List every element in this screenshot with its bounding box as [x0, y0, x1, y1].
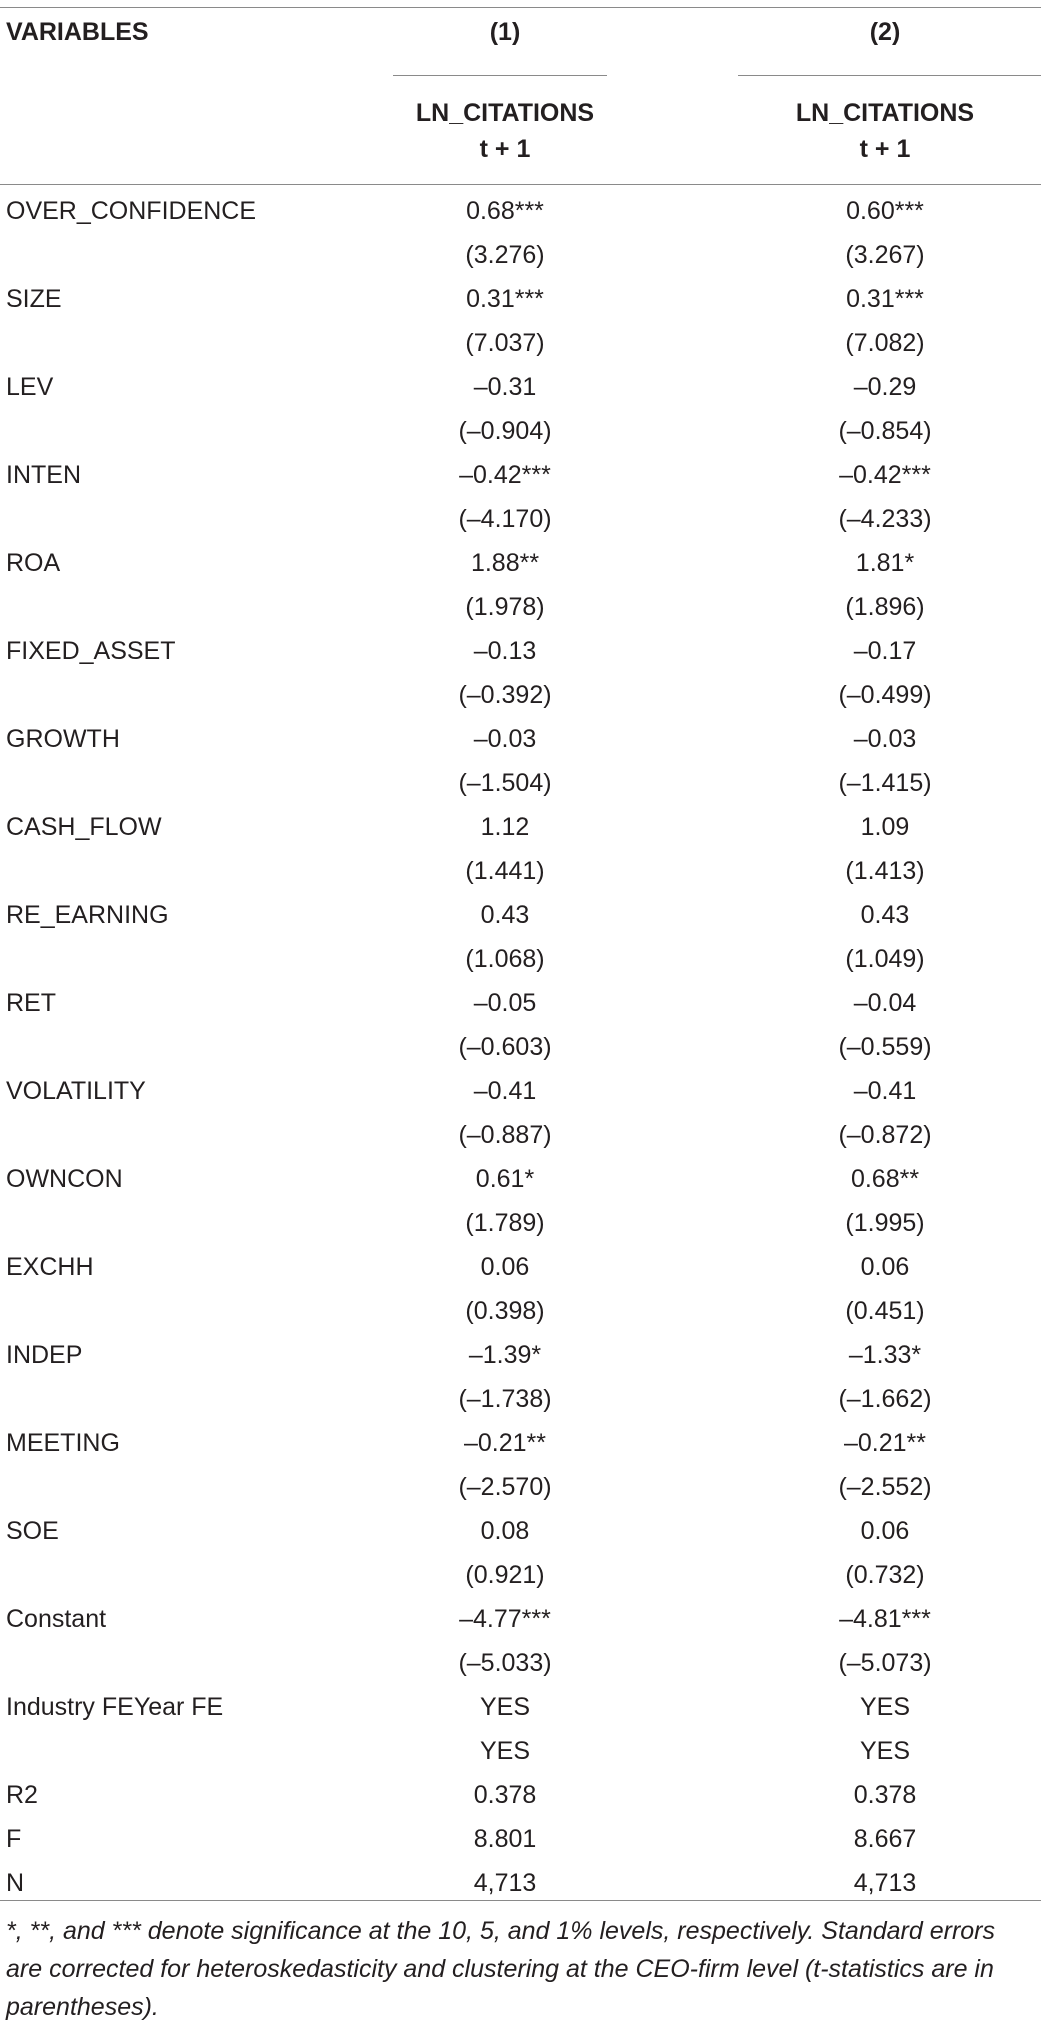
row-value-col2: (–0.872): [838, 1121, 932, 1149]
row-value-col1: 1.88**: [470, 549, 540, 577]
row-label: RE_EARNING: [6, 901, 169, 929]
row-value-col1: –1.39*: [468, 1341, 542, 1369]
row-value-col2: (0.451): [845, 1297, 925, 1325]
row-value-col1: (–0.887): [458, 1121, 552, 1149]
table-footnote: *, **, and *** denote significance at the 10, 5, and 1% levels, respectively. Standard errors are corrected for heteroskedasticity and clustering at the CEO-firm level (t-statistics are in parentheses).: [6, 1917, 996, 2021]
row-value-col2: YES: [859, 1737, 911, 1765]
col1-number-header: (1): [489, 18, 521, 46]
row-label: MEETING: [6, 1429, 120, 1457]
row-value-col1: (–0.392): [458, 681, 552, 709]
row-value-col2: 0.60***: [846, 197, 924, 225]
row-value-col2: –1.33*: [848, 1341, 922, 1369]
row-value-col1: YES: [479, 1693, 531, 1721]
row-value-col1: –0.13: [473, 637, 537, 665]
row-value-col1: –0.03: [473, 725, 537, 753]
row-value-col1: –0.21**: [463, 1429, 547, 1457]
row-value-col1: –0.41: [473, 1077, 537, 1105]
row-label: F: [6, 1825, 22, 1853]
row-value-col2: (3.267): [845, 241, 925, 269]
row-value-col2: 0.43: [860, 901, 910, 929]
col2-header-rule: [738, 75, 1041, 76]
row-value-col2: (–4.233): [838, 505, 932, 533]
row-value-col1: (1.441): [465, 857, 545, 885]
row-value-col1: (7.037): [465, 329, 545, 357]
row-label: SIZE: [6, 285, 62, 313]
row-value-col1: (3.276): [465, 241, 545, 269]
row-label: CASH_FLOW: [6, 813, 162, 841]
row-value-col2: (1.896): [845, 593, 925, 621]
row-value-col2: (1.995): [845, 1209, 925, 1237]
row-value-col1: –0.31: [473, 373, 537, 401]
row-value-col1: (–1.738): [458, 1385, 552, 1413]
row-label: VOLATILITY: [6, 1077, 146, 1105]
col1-dep-var-line2: t + 1: [479, 135, 531, 163]
row-value-col1: 0.06: [480, 1253, 530, 1281]
row-value-col2: (–2.552): [838, 1473, 932, 1501]
row-label: N: [6, 1869, 25, 1897]
row-label: INDEP: [6, 1341, 83, 1369]
row-value-col1: 0.378: [473, 1781, 537, 1809]
row-value-col2: YES: [859, 1693, 911, 1721]
row-value-col2: (–0.499): [838, 681, 932, 709]
row-value-col1: (–1.504): [458, 769, 552, 797]
row-value-col1: 8.801: [473, 1825, 537, 1853]
row-value-col1: 0.43: [480, 901, 530, 929]
col1-dep-var-line1: LN_CITATIONS: [415, 99, 595, 127]
col2-dep-var-line1: LN_CITATIONS: [795, 99, 975, 127]
row-value-col1: 0.61*: [475, 1165, 535, 1193]
row-value-col1: 0.31***: [466, 285, 544, 313]
col2-dep-var-line2: t + 1: [859, 135, 911, 163]
row-value-col1: 0.08: [480, 1517, 530, 1545]
row-label: FIXED_ASSET: [6, 637, 176, 665]
row-label: LEV: [6, 373, 54, 401]
row-value-col2: 0.31***: [846, 285, 924, 313]
row-value-col1: 4,713: [473, 1869, 537, 1897]
row-value-col1: (1.978): [465, 593, 545, 621]
row-label: OWNCON: [6, 1165, 123, 1193]
row-value-col1: –0.42***: [459, 461, 551, 489]
row-value-col2: (1.049): [845, 945, 925, 973]
row-label: ROA: [6, 549, 61, 577]
row-value-col2: –0.29: [853, 373, 917, 401]
row-value-col2: (–1.415): [838, 769, 932, 797]
row-value-col1: (1.068): [465, 945, 545, 973]
row-value-col1: 1.12: [480, 813, 530, 841]
row-value-col2: (1.413): [845, 857, 925, 885]
top-rule: [0, 7, 1041, 8]
row-value-col2: (–0.559): [838, 1033, 932, 1061]
row-value-col2: 4,713: [853, 1869, 917, 1897]
row-value-col2: (–1.662): [838, 1385, 932, 1413]
row-value-col1: 0.68***: [466, 197, 544, 225]
row-value-col2: (–5.073): [838, 1649, 932, 1677]
row-label: Industry FEYear FE: [6, 1693, 224, 1721]
variables-header: VARIABLES: [6, 18, 149, 46]
col2-number-header: (2): [869, 18, 901, 46]
row-value-col2: –0.21**: [843, 1429, 927, 1457]
row-value-col2: –0.03: [853, 725, 917, 753]
row-value-col1: –0.05: [473, 989, 537, 1017]
row-label: OVER_CONFIDENCE: [6, 197, 257, 225]
row-value-col1: –4.77***: [459, 1605, 551, 1633]
row-label: EXCHH: [6, 1253, 94, 1281]
row-value-col2: (0.732): [845, 1561, 925, 1589]
row-label: INTEN: [6, 461, 81, 489]
row-label: RET: [6, 989, 56, 1017]
row-value-col2: –0.04: [853, 989, 917, 1017]
row-value-col2: 8.667: [853, 1825, 917, 1853]
row-value-col2: 1.09: [860, 813, 910, 841]
row-label: Constant: [6, 1605, 107, 1633]
row-value-col2: (7.082): [845, 329, 925, 357]
row-value-col2: –0.17: [853, 637, 917, 665]
row-value-col1: (0.398): [465, 1297, 545, 1325]
row-value-col1: (–0.603): [458, 1033, 552, 1061]
header-bottom-rule: [0, 184, 1041, 185]
row-label: SOE: [6, 1517, 59, 1545]
row-value-col2: –4.81***: [839, 1605, 931, 1633]
col1-header-rule: [393, 75, 607, 76]
row-value-col2: 0.68**: [850, 1165, 920, 1193]
row-label: R2: [6, 1781, 38, 1809]
row-label: GROWTH: [6, 725, 120, 753]
row-value-col1: (–0.904): [458, 417, 552, 445]
row-value-col1: (–5.033): [458, 1649, 552, 1677]
row-value-col2: 0.378: [853, 1781, 917, 1809]
row-value-col1: YES: [479, 1737, 531, 1765]
row-value-col2: –0.42***: [839, 461, 931, 489]
bottom-rule: [0, 1900, 1041, 1901]
row-value-col1: (0.921): [465, 1561, 545, 1589]
row-value-col2: –0.41: [853, 1077, 917, 1105]
row-value-col1: (–2.570): [458, 1473, 552, 1501]
row-value-col2: 1.81*: [855, 549, 915, 577]
row-value-col2: 0.06: [860, 1517, 910, 1545]
row-value-col2: (–0.854): [838, 417, 932, 445]
row-value-col1: (–4.170): [458, 505, 552, 533]
row-value-col2: 0.06: [860, 1253, 910, 1281]
row-value-col1: (1.789): [465, 1209, 545, 1237]
